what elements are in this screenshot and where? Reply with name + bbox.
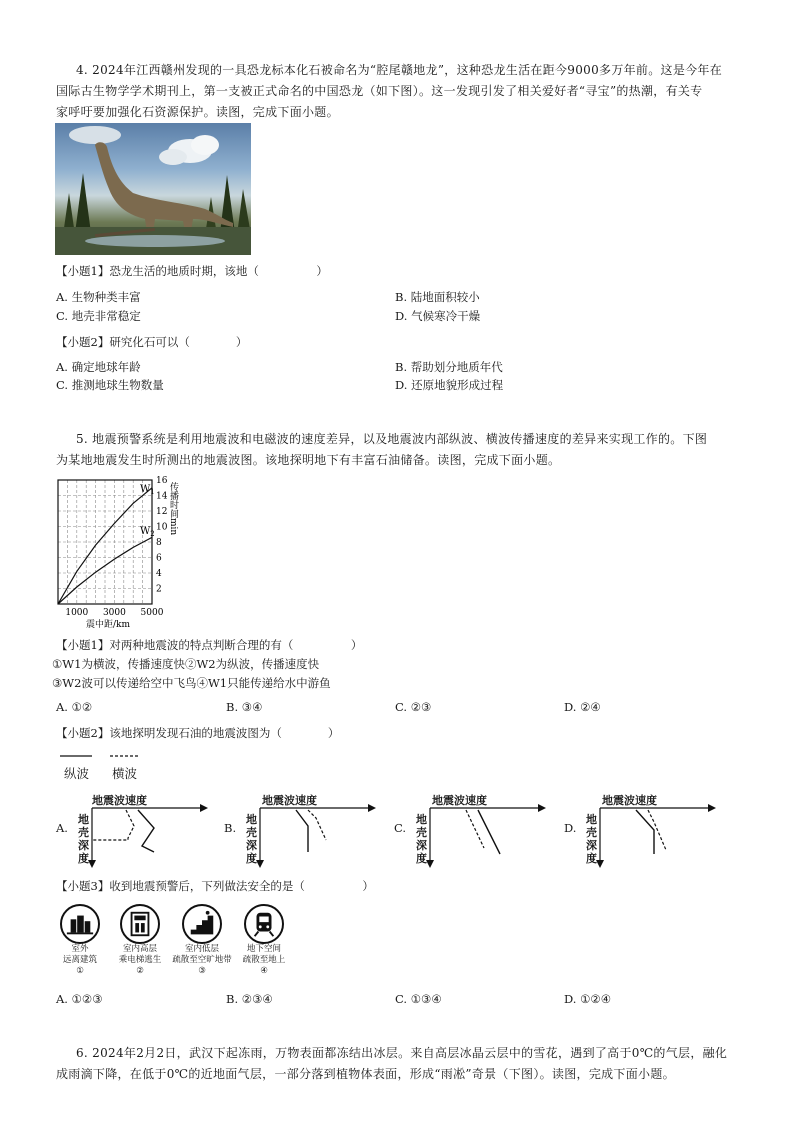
- q4-sub1-option-a[interactable]: A. 生物种类丰富: [56, 290, 141, 304]
- chart-y-ticks: [156, 476, 168, 595]
- q4-sub2-option-a[interactable]: A. 确定地球年龄: [56, 360, 141, 374]
- safety-caption-l1: 室外: [71, 944, 89, 954]
- diagram-plot: [88, 788, 208, 868]
- depth-arrow: [88, 860, 96, 868]
- axis-char: 深: [246, 839, 257, 852]
- safety-caption-l2: 疏散至地上: [242, 955, 286, 965]
- q4-sub1-option-d[interactable]: D. 气候寒冷干燥: [395, 309, 481, 323]
- safety-caption-l1: 地下空间: [246, 944, 281, 954]
- y-tick-label: 8: [156, 538, 162, 548]
- q5-sub3-prompt: 【小题3】收到地震预警后，下列做法安全的是（ ）: [56, 879, 374, 893]
- depth-arrow: [256, 860, 264, 868]
- safety-item-2: [120, 904, 160, 977]
- stairs-icon: [182, 904, 222, 944]
- x-axis-label: 震中距/km: [86, 620, 131, 630]
- diagram-title: 地震波速度: [602, 794, 657, 807]
- diagram-plot: [596, 788, 716, 868]
- y-tick-label: 6: [156, 553, 162, 564]
- subway-icon: [244, 904, 284, 944]
- y-tick-label: 10: [156, 522, 168, 533]
- q5-intro-line1: 5. 地震预警系统是利用地震波和电磁波的速度差异，以及地震波内部纵波、横波传播速度的差异来实现工作的。下图: [76, 432, 708, 446]
- safety-caption-l2: 远离建筑: [62, 955, 97, 965]
- safety-caption-l2: 疏散至空旷地带: [172, 955, 232, 965]
- axis-char: 壳: [246, 826, 257, 839]
- s-wave-curve: [648, 810, 666, 850]
- safety-caption-l1: 室内低层: [184, 944, 219, 954]
- x-tick-label: 1000: [65, 608, 89, 618]
- q4-sub1-prompt: 【小题1】恐龙生活的地质时期，该地（ ）: [56, 264, 328, 278]
- q5-sub1-statement1: ①W1为横波，传播速度快②W2为纵波，传播速度快: [52, 657, 320, 671]
- diagram-plot: [426, 788, 546, 868]
- diagram-title: 地震波速度: [92, 794, 147, 807]
- chart-x-ticks: [65, 608, 163, 618]
- x-tick-label: 3000: [102, 608, 126, 618]
- p-wave-curve: [138, 810, 154, 852]
- legend-p-wave-label: 纵波: [64, 766, 90, 781]
- chart-grid: [58, 480, 152, 604]
- depth-arrow: [426, 860, 434, 868]
- q5-sub1-option-d[interactable]: D. ②④: [564, 700, 601, 714]
- diagram-option-label: D.: [564, 821, 577, 835]
- q4-sub2-option-b[interactable]: B. 帮助划分地质年代: [395, 360, 503, 374]
- safety-caption-l2: 乘电梯逃生: [118, 955, 162, 965]
- series-label-w2: $W_2$: [140, 526, 155, 538]
- elevator-icon: [120, 904, 160, 944]
- legend-s-wave-label: 横波: [112, 766, 138, 781]
- diagram-title: 地震波速度: [432, 794, 487, 807]
- diagram-option-label: A.: [56, 821, 68, 835]
- p-wave-curve: [478, 810, 500, 854]
- series-label-w1: $W_1$: [140, 484, 155, 496]
- dinosaur-photo: [55, 123, 251, 255]
- safety-caption-num: ③: [198, 966, 206, 976]
- q4-sub2-prompt: 【小题2】研究化石可以（ ）: [56, 335, 248, 349]
- q6-intro-line2: 成雨滴下降，在低于0℃的近地面气层，一部分落到植物体表面，形成“雨凇”奇景（下图）。读图，完成下面小题。: [56, 1067, 675, 1081]
- axis-char: 深: [78, 839, 89, 852]
- q4-sub1-option-b[interactable]: B. 陆地面积较小: [395, 290, 480, 304]
- diagram-option-label: C.: [394, 821, 407, 835]
- p-wave-curve: [296, 810, 308, 852]
- safety-item-1: [60, 904, 100, 977]
- diagram-option-label: B.: [224, 821, 237, 835]
- q5-sub1-prompt: 【小题1】对两种地震波的特点判断合理的有（ ）: [56, 638, 363, 652]
- seismic-wave-chart: [50, 474, 190, 632]
- axis-char: 度: [586, 852, 597, 865]
- y-tick-label: 12: [156, 507, 168, 517]
- depth-arrow: [596, 860, 604, 868]
- q6-intro-line1: 6. 2024年2月2日，武汉下起冻雨，万物表面都冻结出冰层。来自高层冰晶云层中的雪花，遇到了高于0℃的气层，融化: [76, 1046, 728, 1060]
- diagram-plot: [256, 788, 376, 868]
- axis-char: 度: [246, 852, 257, 865]
- axis-char: 度: [416, 852, 427, 865]
- wave-legend-lines: [58, 752, 158, 760]
- building-icon: [60, 904, 100, 944]
- axis-char: 壳: [586, 826, 597, 839]
- axis-char: 地: [586, 813, 597, 826]
- q5-sub1-statement2: ③W2波可以传递给空中飞鸟④W1只能传递给水中游鱼: [52, 676, 331, 690]
- q4-sub1-option-c[interactable]: C. 地壳非常稳定: [56, 309, 141, 323]
- axis-char: 壳: [416, 826, 427, 839]
- y-tick-label: 16: [156, 476, 168, 486]
- y-tick-label: 4: [156, 569, 162, 579]
- q4-intro-line2: 国际古生物学学术期刊上，第一支被正式命名的中国恐龙（如下图）。这一发现引发了相关爱好者“寻宝”的热潮，有关专: [56, 84, 703, 98]
- x-tick-label: 5000: [140, 608, 164, 618]
- q4-sub2-option-c[interactable]: C. 推测地球生物数量: [56, 378, 164, 392]
- safety-caption-num: ①: [76, 966, 84, 976]
- s-wave-curve: [92, 810, 134, 840]
- q5-sub3-option-d[interactable]: D. ①②④: [564, 992, 612, 1006]
- s-wave-curve: [308, 810, 326, 840]
- q5-sub3-option-b[interactable]: B. ②③④: [226, 992, 273, 1006]
- safety-caption-l1: 室内高层: [122, 944, 157, 954]
- axis-char: 地: [416, 813, 427, 826]
- safety-item-4: [244, 904, 284, 977]
- q4-intro-line3: 家呼吁要加强化石资源保护。读图，完成下面小题。: [56, 105, 339, 119]
- y-tick-label: 14: [156, 491, 168, 502]
- axis-char: 深: [416, 839, 427, 852]
- q5-sub1-option-a[interactable]: A. ①②: [56, 700, 93, 714]
- axis-char: 地: [246, 813, 257, 826]
- q5-sub1-option-b[interactable]: B. ③④: [226, 700, 263, 714]
- q5-sub3-option-a[interactable]: A. ①②③: [56, 992, 103, 1006]
- q5-sub1-option-c[interactable]: C. ②③: [395, 700, 432, 714]
- velocity-arrow: [708, 804, 716, 812]
- axis-char: 地: [78, 813, 89, 826]
- q5-sub2-prompt: 【小题2】该地探明发现石油的地震波图为（ ）: [56, 726, 340, 740]
- safety-item-3: [172, 904, 232, 977]
- q4-intro-line1: 4. 2024年江西赣州发现的一具恐龙标本化石被命名为“腔尾赣地龙”，这种恐龙生活在距今9000多万年前。这是今年在: [76, 63, 723, 77]
- y-axis-label: 传播时间min: [168, 482, 178, 536]
- axis-char: 壳: [78, 826, 89, 839]
- q5-intro-line2: 为某地地震发生时所测出的地震波图。该地探明地下有丰富石油储备。读图，完成下面小题。: [56, 453, 561, 467]
- velocity-arrow: [538, 804, 546, 812]
- q4-sub2-option-d[interactable]: D. 还原地貌形成过程: [395, 378, 504, 392]
- axis-char: 度: [78, 852, 89, 865]
- velocity-arrow: [368, 804, 376, 812]
- diagram-title: 地震波速度: [262, 794, 317, 807]
- safety-caption-num: ④: [260, 966, 268, 976]
- q5-sub3-option-c[interactable]: C. ①③④: [395, 992, 442, 1006]
- axis-char: 深: [586, 839, 597, 852]
- y-tick-label: 2: [156, 584, 162, 595]
- velocity-arrow: [200, 804, 208, 812]
- safety-caption-num: ②: [136, 966, 144, 976]
